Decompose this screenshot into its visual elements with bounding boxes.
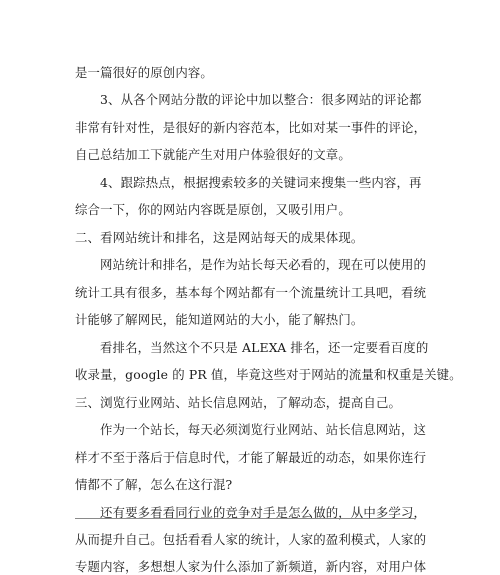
- text-line: 从而提升自己。包括看看人家的统计，人家的盈利模式，人家的: [75, 532, 427, 547]
- text-line: 情都不了解，怎么在这行混?: [75, 477, 233, 492]
- text-line: 样才不至于落后于信息时代，才能了解最近的动态，如果你连行: [75, 450, 427, 465]
- text-line: 是一篇很好的原创内容。: [75, 65, 213, 80]
- list-item-3: 3、从各个网站分散的评论中加以整合：很多网站的评论都: [100, 92, 422, 107]
- text-line: 专题内容，多想想人家为什么添加了新频道，新内容，对用户体: [75, 559, 427, 574]
- list-item-4: 4、跟踪热点，根据搜索较多的关键词来搜集一些内容，再: [100, 175, 422, 190]
- paragraph-start: 网站统计和排名，是作为站长每天必看的，现在可以使用的: [100, 257, 427, 272]
- text-line: 综合一下，你的网站内容既是原创，又吸引用户。: [75, 202, 351, 217]
- paragraph-start: 作为一个站长，每天必须浏览行业网站、站长信息网站，这: [100, 422, 427, 437]
- text-line: 计能够了解网民，能知道网站的大小，能了解热门。: [75, 312, 364, 327]
- text-line: 非常有针对性，是很好的新内容范本，比如对某一事件的评论，: [75, 120, 427, 135]
- text-line: 收录量，google 的 PR 值，毕竟这些对于网站的流量和权重是关键。: [75, 367, 462, 382]
- section-heading-2: 二、看网站统计和排名，这是网站每天的成果体现。: [75, 230, 364, 245]
- paragraph-start: 看排名，当然这个不只是 ALEXA 排名，还一定要看百度的: [100, 340, 429, 355]
- paragraph-start: 还有要多看看同行业的竞争对手是怎么做的，从中多学习，: [100, 505, 427, 520]
- text-line: 统计工具有很多，基本每个网站都有一个流量统计工具吧，看统: [75, 285, 427, 300]
- text-line: 自己总结加工下就能产生对用户体验很好的文章。: [75, 147, 351, 162]
- page-divider: [75, 518, 415, 519]
- section-heading-3: 三、浏览行业网站、站长信息网站，了解动态，提高自己。: [75, 395, 402, 410]
